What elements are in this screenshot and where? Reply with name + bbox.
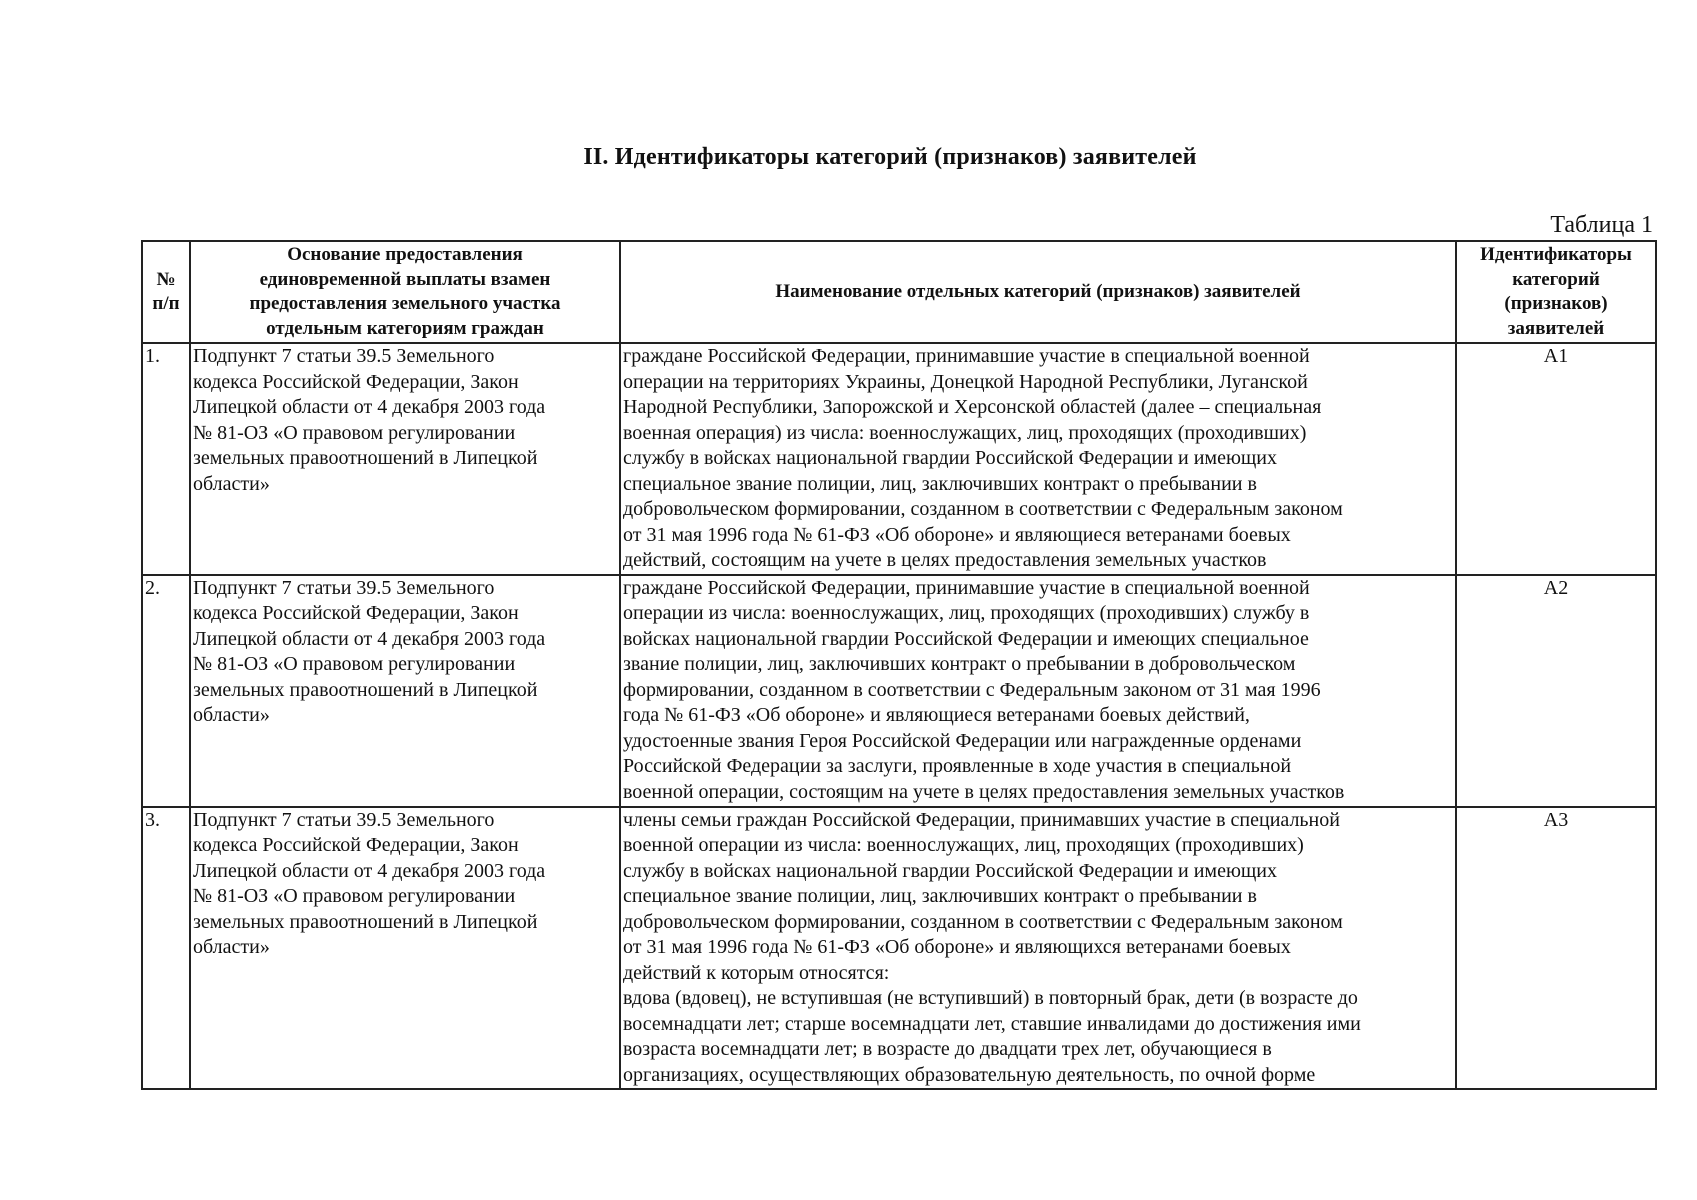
page-title: II. Идентификаторы категорий (признаков) заявителей [583,144,1197,170]
table-row [142,343,1656,575]
row-num [142,575,190,807]
row-identifier [1456,807,1656,1090]
table-row [142,807,1656,1090]
header-name [620,241,1456,343]
row-num-text: 1. [145,345,160,367]
row-basis [190,807,620,1090]
row-category-name-text: члены семьи граждан Российской Федерации, принимавших участие в специальной военной операции из числа: военнослужащих, лиц, проходящих (проходивших) службу в войсках национальной гвардии Российской Федерации и имеющих специальное звание полиции, лиц, заключивших контракт о пребывании в добровольческом формировании, созданном в соответствии с Федеральным законом от 31 мая 1996 года № 61-ФЗ «Об обороне» и являющихся ветеранами боевых действий к которым относятся: вдова (вдовец), не вступившая (не вступивший) в повторный брак, дети (в возрасте до восемнадцати лет; старше восемнадцати лет, ставшие инвалидами до достижения ими возраста восемнадцати лет; в возрасте до двадцати трех лет, обучающиеся в организациях, осуществляющих образовательную деятельность, по очной форме [623,808,1361,1086]
header-name-text: Наименование отдельных категорий (признаков) заявителей [775,280,1301,302]
table-header-row [142,241,1656,343]
row-num [142,807,190,1090]
header-num-text: № п/п [152,268,180,314]
table-row [142,575,1656,807]
row-identifier-text: А2 [1543,576,1569,599]
row-category-name [620,575,1456,807]
row-identifier [1456,575,1656,807]
row-identifier-text: А1 [1543,345,1569,367]
row-basis-text: Подпункт 7 статьи 39.5 Земельного кодекса Российской Федерации, Закон Липецкой области от 4 декабря 2003 года № 81-ОЗ «О правовом регулировании земельных правоотношений в Липецкой области» [193,808,546,958]
header-num [142,241,190,343]
header-id [1456,241,1656,343]
row-category-name [620,807,1456,1090]
row-identifier [1456,343,1656,575]
row-num-text: 3. [145,808,160,831]
categories-table [141,240,1657,1090]
row-num-text: 2. [145,576,160,599]
row-identifier-text: А3 [1543,808,1569,831]
table-caption: Таблица 1 [1550,212,1653,238]
row-category-name-text: граждане Российской Федерации, принимавшие участие в специальной военной операции из числа: военнослужащих, лиц, проходящих (проходивших) службу в войсках национальной гвардии Российской Федерации и имеющих специальное звание полиции, лиц, заключивших контракт о пребывании в добровольческом формировании, созданном в соответствии с Федеральным законом от 31 мая 1996 года № 61-ФЗ «Об обороне» и являющиеся ветеранами боевых действий, удостоенные звания Героя Российской Федерации или награжденные орденами Российской Федерации за заслуги, проявленные в ходе участия в специальной военной операции, состоящим на учете в целях предоставления земельных участков [623,576,1345,803]
row-category-name [620,343,1456,575]
header-basis [190,241,620,343]
row-basis [190,343,620,575]
row-basis-text: Подпункт 7 статьи 39.5 Земельного кодекса Российской Федерации, Закон Липецкой области от 4 декабря 2003 года № 81-ОЗ «О правовом регулировании земельных правоотношений в Липецкой области» [193,345,546,495]
row-basis-text: Подпункт 7 статьи 39.5 Земельного кодекса Российской Федерации, Закон Липецкой области от 4 декабря 2003 года № 81-ОЗ «О правовом регулировании земельных правоотношений в Липецкой области» [193,576,546,726]
row-num [142,343,190,575]
row-category-name-text: граждане Российской Федерации, принимавшие участие в специальной военной операции на территориях Украины, Донецкой Народной Республики, Луганской Народной Республики, Запорожской и Херсонской областей (далее – специальная военная операция) из числа: военнослужащих, лиц, проходящих (проходивших) службу в войсках национальной гвардии Российской Федерации и имеющих специальное звание полиции, лиц, заключивших контракт о пребывании в добровольческом формировании, созданном в соответствии с Федеральным законом от 31 мая 1996 года № 61-ФЗ «Об обороне» и являющиеся ветеранами боевых действий, состоящим на учете в целях предоставления земельных участков [623,345,1343,571]
row-basis [190,575,620,807]
header-id-text: Идентификаторы категорий (признаков) заявителей [1480,244,1632,339]
header-basis-text: Основание предоставления единовременной выплаты взамен предоставления земельного участка отдельным категориям граждан [249,244,561,339]
